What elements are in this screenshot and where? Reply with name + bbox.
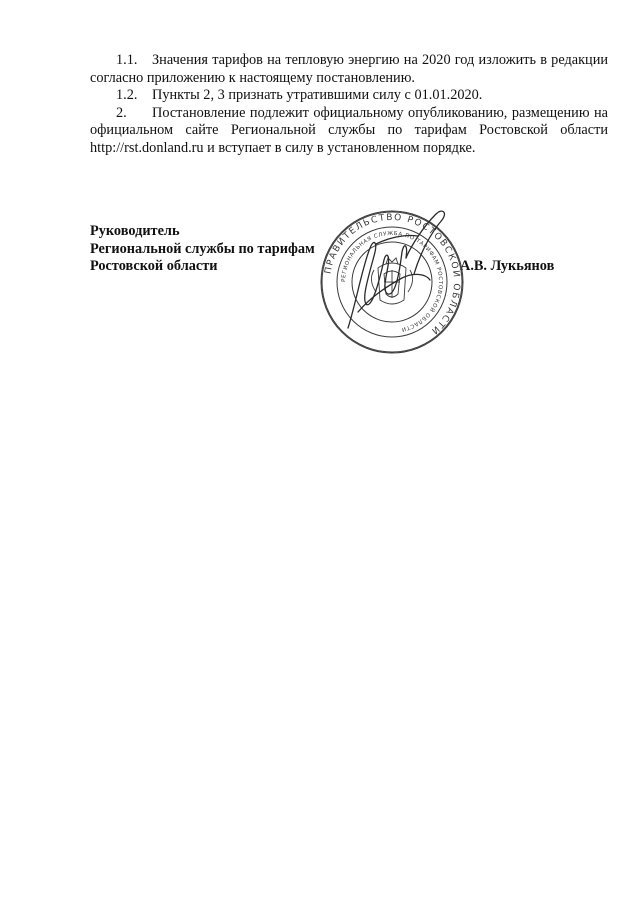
paragraph-2 [90, 105, 608, 158]
official-seal-icon [318, 208, 466, 356]
paragraph-text: Значения тарифов на тепловую энергию на 2020 год изложить в редакции согласно приложению к настоящему постановлению. [90, 52, 608, 86]
seal-outer-text: ПРАВИТЕЛЬСТВО РОСТОВСКОЙ ОБЛАСТИ [323, 212, 462, 337]
seal-inner-text: РЕГИОНАЛЬНАЯ СЛУЖБА ПО ТАРИФАМ РОСТОВСКОЙ ОБЛАСТИ [340, 230, 444, 333]
paragraph-number: 1.1. [116, 52, 138, 68]
paragraph-number: 2. [116, 104, 127, 121]
paragraph-text: Постановление подлежит официальному опубликованию, размещению на официальном сайте Региональной службы по тарифам Ростовской области http://rst.donland.ru и вступает в силу в установленном порядке. [90, 104, 608, 156]
signatory-position: Руководитель [90, 223, 180, 239]
paragraph-number: 1.2. [116, 87, 138, 103]
resolution-text [90, 52, 608, 157]
signatory-region: Ростовской области [90, 258, 218, 274]
signatory-name: А.В. Лукьянов [460, 258, 555, 274]
signatory-organization: Региональной службы по тарифам [90, 240, 315, 257]
paragraph-1-1 [90, 52, 608, 87]
paragraph-text: Пункты 2, 3 признать утратившими силу с 01.01.2020. [152, 87, 483, 103]
paragraph-1-2 [90, 87, 608, 105]
